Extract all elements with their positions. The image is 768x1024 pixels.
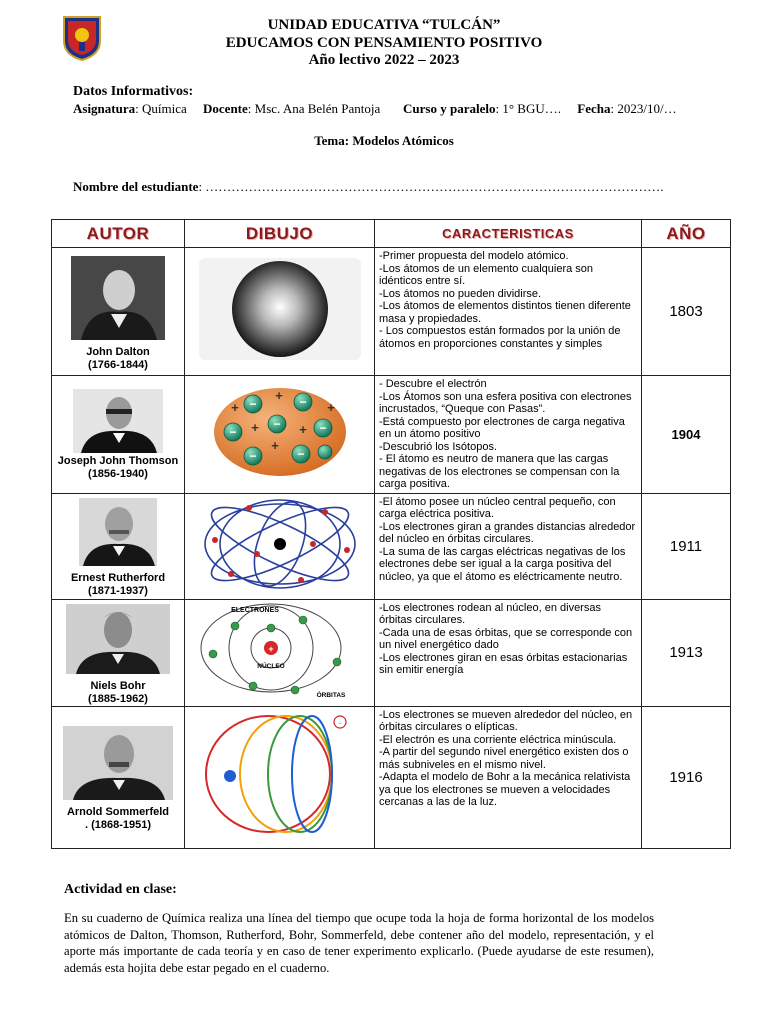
fecha-label: Fecha (577, 101, 611, 116)
curso-label: Curso y paralelo (403, 101, 496, 116)
characteristic-line: -Cada una de esas órbitas, que se corresponde con un nivel energético dado (379, 626, 633, 651)
characteristic-line: -A partir del segundo nivel energético existen dos o más subniveles en el mismo nivel. (379, 746, 629, 771)
bohr-electrons-label: ELECTRONES (230, 607, 279, 614)
dalton-sphere-drawing (197, 256, 363, 362)
year-cell: 1916 (642, 706, 731, 848)
svg-text:−: − (228, 424, 237, 439)
author-cell (52, 706, 185, 848)
characteristics-cell (375, 599, 642, 706)
docente-value: : Msc. Ana Belén Pantoja (247, 101, 381, 116)
student-name-line (73, 179, 664, 195)
drawing-cell (185, 248, 375, 376)
activity-text: En su cuaderno de Química realiza una línea del tiempo que ocupe toda la hoja de forma horizontal de los modelos atómicos de Dalton, Thomson, Rutherford, Bohr, Sommerfeld, debe contener año del modelo, representación, y el aporte más importante de cada teoría y en caso de tener experimento explicarlo. (Puede ayudarse de este resumen), además esta hojita debe estar pegado en el cuaderno. (64, 911, 654, 975)
characteristic-line: -Los Átomos son una esfera positiva con electrones incrustados, “Queque con Pasas”. (379, 390, 632, 415)
rutherford-portrait (79, 498, 157, 566)
svg-text:−: − (298, 394, 307, 409)
curso-value: : 1° BGU…. (495, 101, 562, 116)
characteristic-line: -Los electrones giran en esas órbitas estacionarias sin emitir energía (379, 651, 628, 676)
characteristic-line: - Los compuestos están formados por la unión de átomos en proporciones constantes y simples (379, 325, 621, 350)
characteristic-line: - El átomo es neutro de manera que las cargas negativas de los electrones se compensan con la carga positiva. (379, 453, 620, 490)
school-year: Año lectivo 2022 – 2023 (308, 52, 460, 68)
svg-text:+: + (267, 644, 274, 654)
asignatura-label: Asignatura (73, 101, 136, 116)
characteristics-cell (375, 248, 642, 376)
svg-text:+: + (274, 387, 283, 403)
characteristics-cell (375, 493, 642, 599)
author-name: Niels Bohr (90, 679, 146, 692)
characteristic-line: -Los electrones se mueven alrededor del núcleo, en órbitas circulares o elípticas. (379, 708, 633, 733)
author-dates: (1885-1962) (88, 692, 148, 705)
characteristic-line: -El electrón es una corriente eléctrica minúscula. (379, 733, 617, 746)
bohr-portrait (66, 604, 170, 674)
table-row (52, 706, 731, 848)
topic-title: Tema: Modelos Atómicos (314, 133, 454, 148)
svg-text:+: + (270, 437, 279, 453)
rutherford-atom-drawing (197, 494, 363, 594)
characteristic-line: -La suma de las cargas eléctricas negativas de los electrones debe ser igual a la carga positiva del núcleo, ya que el átomo es eléctricamente neutro. (379, 545, 626, 583)
activity-title: Actividad en clase: (64, 882, 177, 897)
svg-text:−: − (337, 720, 342, 727)
characteristic-line: -Adapta el modelo de Bohr a la mecánica relativista ya que los electrones se mueven a velocidades cercanas a las de la luz. (379, 771, 631, 808)
characteristic-line: -Los átomos de elementos distintos tienen diferente masa y propiedades. (379, 300, 631, 325)
table-row (52, 599, 731, 706)
author-dates: (1766-1844) (88, 358, 148, 371)
author-dates: (1856-1940) (88, 468, 148, 481)
characteristic-line: -El átomo posee un núcleo central pequeño, con carga eléctrica positiva. (379, 495, 616, 520)
svg-text:−: − (248, 448, 257, 463)
info-title: Datos Informativos: (73, 84, 194, 99)
dalton-portrait (71, 256, 165, 340)
svg-text:+: + (250, 419, 259, 435)
drawing-cell (185, 706, 375, 848)
year-cell: 1803 (642, 248, 731, 376)
table-row (52, 493, 731, 599)
fecha-value: : 2023/10/… (610, 101, 677, 116)
characteristic-line: -Primer propuesta del modelo atómico. (379, 250, 569, 262)
table-row (52, 248, 731, 376)
year-cell: 1904 (642, 376, 731, 494)
characteristic-line: -Los átomos de un elemento cualquiera son idénticos entre sí. (379, 262, 594, 287)
table-row (52, 376, 731, 494)
student-name-label: Nombre del estudiante (73, 179, 199, 194)
characteristic-line: -Descubrió los Isótopos. (379, 440, 497, 453)
student-name-field: : ……………………………………………………………………………………………. (198, 179, 664, 194)
characteristic-line: -Los electrones rodean al núcleo, en diversas órbitas circulares. (379, 601, 601, 626)
drawing-cell (185, 376, 375, 494)
atomic-models-table (51, 219, 731, 849)
svg-text:−: − (272, 416, 281, 431)
drawing-cell (185, 493, 375, 599)
author-cell (52, 493, 185, 599)
author-name: Ernest Rutherford (70, 572, 166, 584)
author-dates: (1871-1937) (88, 585, 148, 597)
drawing-cell (185, 599, 375, 706)
author-cell (52, 248, 185, 376)
bohr-orbits-label: ÓRBITAS (316, 692, 345, 699)
sommerfeld-atom-drawing (192, 708, 368, 842)
characteristic-line: - Descubre el electrón (379, 378, 487, 390)
thomson-plum-pudding-drawing (205, 382, 355, 482)
author-name: Joseph John Thomson (57, 455, 179, 468)
header-autor: AUTOR (52, 220, 185, 248)
header-caracteristicas: CARACTERISTICAS (375, 220, 642, 248)
sommerfeld-portrait (63, 726, 173, 800)
characteristics-cell (375, 376, 642, 494)
school-motto: EDUCAMOS CON PENSAMIENTO POSITIVO (225, 35, 543, 51)
svg-text:−: − (296, 446, 305, 461)
characteristics-cell (375, 706, 642, 848)
svg-text:+: + (326, 399, 335, 415)
bohr-atom-drawing (195, 600, 365, 700)
docente-label: Docente (203, 101, 248, 116)
svg-text:−: − (318, 420, 327, 435)
characteristic-line: -Los electrones giran a grandes distancias alrededor del núcleo en órbitas circulares. (379, 520, 636, 545)
header-dibujo: DIBUJO (185, 220, 375, 248)
info-line (73, 101, 677, 117)
bohr-nucleus-label: NÚCLEO (256, 663, 285, 670)
table-header-row (52, 220, 731, 248)
author-name: John Dalton (86, 345, 150, 358)
svg-text:+: + (298, 421, 307, 437)
school-name: UNIDAD EDUCATIVA “TULCÁN” (267, 17, 501, 33)
characteristic-line: -Está compuesto por electrones de carga negativa en un átomo positivo (379, 415, 625, 440)
characteristic-line: -Los átomos no pueden dividirse. (379, 287, 542, 300)
author-dates: . (1868-1951) (84, 819, 152, 831)
year-cell: 1911 (642, 493, 731, 599)
author-name: Arnold Sommerfeld (66, 806, 170, 818)
svg-text:−: − (248, 396, 257, 411)
thomson-portrait (73, 389, 163, 453)
author-cell (52, 599, 185, 706)
header-anio: AÑO (642, 220, 731, 248)
author-cell (52, 376, 185, 494)
asignatura-value: : Química (135, 101, 187, 116)
year-cell: 1913 (642, 599, 731, 706)
svg-text:+: + (230, 399, 239, 415)
